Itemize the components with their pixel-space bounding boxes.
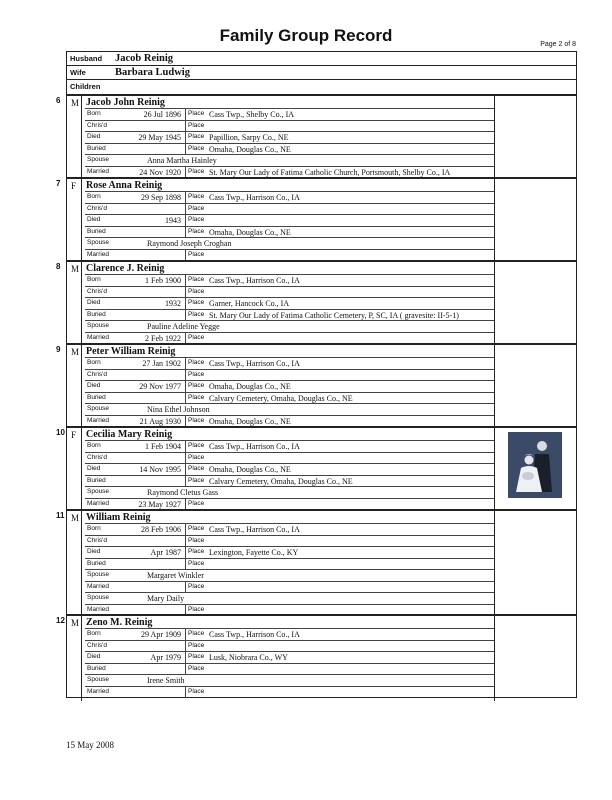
place-label: Place: [188, 664, 205, 672]
field-label: Born: [87, 359, 101, 366]
field-date: 14 Nov 1995: [139, 465, 181, 474]
sex-divider: [81, 428, 82, 511]
place-label: Place: [188, 216, 205, 223]
field-label: Married: [87, 499, 110, 507]
husband-name: Jacob Reinig: [115, 53, 174, 64]
spouse-name: Nina Ethel Johnson: [147, 405, 210, 414]
child-number: 8: [56, 262, 61, 271]
place-value: Lexington, Fayette Co., KY: [209, 548, 299, 557]
place-label: Place: [188, 630, 205, 637]
place-value: Cass Twp., Harrison Co., IA: [209, 359, 300, 368]
field-label: Buried: [87, 310, 106, 318]
child-name: Cecilia Mary Reinig: [86, 429, 173, 440]
field-date: Apr 1987: [150, 548, 181, 557]
place-label: Place: [188, 370, 205, 378]
field-label: Died: [87, 382, 101, 389]
field-label: Chris'd: [87, 453, 108, 461]
field-date: 28 Feb 1906: [141, 525, 181, 534]
child-name: Jacob John Reinig: [86, 97, 165, 108]
place-label: Place: [188, 416, 205, 424]
place-value: Calvary Cemetery, Omaha, Douglas Co., NE: [209, 393, 353, 403]
children-header-row: [67, 80, 576, 93]
field-label: Born: [87, 630, 101, 637]
field-label: Buried: [87, 144, 106, 152]
child-number: 12: [56, 616, 65, 625]
child-name: William Reinig: [86, 512, 151, 523]
child-number: 9: [56, 345, 61, 354]
place-value: Cass Twp., Harrison Co., IA: [209, 630, 300, 639]
place-value: Omaha, Douglas Co., NE: [209, 416, 291, 426]
field-label: Died: [87, 653, 101, 660]
field-row-married: [85, 686, 494, 699]
field-date: 29 Sep 1898: [141, 193, 181, 202]
place-value: Garner, Hancock Co., IA: [209, 299, 290, 308]
child-number: 10: [56, 428, 65, 437]
child-number: 7: [56, 179, 61, 188]
page-number: Page 2 of 8: [540, 41, 576, 48]
field-label: Spouse: [87, 405, 110, 412]
place-value: Cass Twp., Harrison Co., IA: [209, 442, 300, 451]
child-name: Clarence J. Reinig: [86, 263, 165, 274]
field-label: Married: [87, 687, 110, 695]
place-label: Place: [188, 582, 205, 590]
place-label: Place: [188, 121, 205, 129]
field-label: Buried: [87, 664, 106, 672]
field-label: Married: [87, 250, 110, 258]
field-label: Born: [87, 193, 101, 200]
place-label: Place: [188, 193, 205, 200]
spouse-name: Raymond Cletus Gass: [147, 488, 219, 497]
child-record: [56, 614, 576, 701]
child-name: Rose Anna Reinig: [86, 180, 163, 191]
field-label: Born: [87, 276, 101, 283]
sex-divider: [81, 616, 82, 701]
field-label: Married: [87, 333, 110, 341]
place-value: Cass Twp., Harrison Co., IA: [209, 193, 300, 202]
field-date: 1932: [165, 299, 181, 308]
place-label: Place: [188, 204, 205, 212]
spouse-name: Margaret Winkler: [147, 571, 204, 580]
field-label: Chris'd: [87, 536, 108, 544]
place-value: Omaha, Douglas Co., NE: [209, 144, 291, 154]
field-label: Married: [87, 582, 110, 590]
field-label: Spouse: [87, 156, 110, 163]
field-label: Died: [87, 299, 101, 306]
husband-label: Husband: [70, 54, 103, 63]
sex-divider: [81, 511, 82, 616]
place-label: Place: [188, 559, 205, 567]
photo-column: [494, 428, 495, 511]
field-date: 29 Apr 1909: [141, 630, 181, 639]
child-sex: M: [71, 98, 80, 108]
field-label: Spouse: [87, 488, 110, 495]
child-record: [56, 343, 576, 428]
place-label: Place: [188, 393, 205, 401]
child-record: [56, 177, 576, 262]
field-label: Born: [87, 525, 101, 532]
photo-column: [494, 616, 495, 701]
place-label: Place: [188, 359, 205, 366]
place-label: Place: [188, 110, 205, 117]
field-label: Died: [87, 216, 101, 223]
footer-date: 15 May 2008: [66, 740, 114, 750]
place-value: Omaha, Douglas Co., NE: [209, 465, 291, 474]
place-divider: [185, 687, 186, 699]
place-label: Place: [188, 333, 205, 341]
field-date: 1 Feb 1900: [145, 276, 181, 285]
spouse-name: Irene Smith: [147, 676, 185, 685]
spouse-name: Anna Martha Hainley: [147, 156, 217, 165]
field-date: 29 Nov 1977: [139, 382, 181, 391]
place-label: Place: [188, 276, 205, 283]
place-label: Place: [188, 525, 205, 532]
place-value: St. Mary Our Lady of Fatima Catholic Cemetery, P, SC, IA ( gravesite: II-5-1): [209, 310, 459, 320]
place-label: Place: [188, 227, 205, 235]
wedding-photo: [508, 432, 562, 498]
field-date: Apr 1979: [150, 653, 181, 662]
wife-name: Barbara Ludwig: [115, 67, 190, 78]
sex-divider: [81, 96, 82, 179]
child-number: 6: [56, 96, 61, 105]
field-label: Married: [87, 167, 110, 175]
field-label: Chris'd: [87, 370, 108, 378]
field-label: Died: [87, 465, 101, 472]
place-label: Place: [188, 133, 205, 140]
field-label: Born: [87, 110, 101, 117]
place-label: Place: [188, 641, 205, 649]
place-value: Lusk, Niobrara Co., WY: [209, 653, 288, 662]
field-label: Spouse: [87, 594, 110, 601]
child-name: Peter William Reinig: [86, 346, 176, 357]
field-label: Buried: [87, 393, 106, 401]
sex-divider: [81, 345, 82, 428]
place-label: Place: [188, 382, 205, 389]
form-title: Family Group Record: [219, 26, 393, 45]
field-label: Buried: [87, 559, 106, 567]
place-label: Place: [188, 442, 205, 449]
child-sex: F: [71, 430, 77, 440]
field-label: Died: [87, 548, 101, 555]
place-label: Place: [188, 499, 205, 507]
place-value: St. Mary Our Lady of Fatima Catholic Church, Portsmouth, Shelby Co., IA: [209, 167, 451, 177]
wife-row: [67, 66, 576, 80]
field-date: 23 May 1927: [138, 499, 181, 509]
place-label: Place: [188, 536, 205, 544]
field-date: 27 Jan 1902: [142, 359, 181, 368]
place-label: Place: [188, 548, 205, 555]
child-sex: M: [71, 513, 80, 523]
place-label: Place: [188, 653, 205, 660]
place-label: Place: [188, 453, 205, 461]
place-value: Omaha, Douglas Co., NE: [209, 382, 291, 391]
field-date: 26 Jul 1896: [143, 110, 181, 119]
field-date: 24 Nov 1920: [139, 167, 181, 177]
spouse-name: Pauline Adeline Yegge: [147, 322, 220, 331]
place-label: Place: [188, 687, 205, 695]
photo-column: [494, 179, 495, 262]
photo-column: [494, 511, 495, 616]
spouse-name: Raymond Joseph Croghan: [147, 239, 232, 248]
place-label: Place: [188, 299, 205, 306]
place-value: Calvary Cemetery, Omaha, Douglas Co., NE: [209, 476, 353, 486]
sex-divider: [81, 179, 82, 262]
field-label: Buried: [87, 476, 106, 484]
field-label: Buried: [87, 227, 106, 235]
family-record-table: [56, 51, 577, 698]
child-record: [56, 509, 576, 616]
field-label: Married: [87, 605, 110, 613]
field-date: 21 Aug 1930: [139, 416, 181, 426]
child-name: Zeno M. Reinig: [86, 617, 153, 628]
place-label: Place: [188, 310, 205, 318]
place-value: Cass Twp., Shelby Co., IA: [209, 110, 295, 119]
field-date: 2 Feb 1922: [145, 333, 181, 343]
field-label: Spouse: [87, 571, 110, 578]
field-label: Spouse: [87, 676, 110, 683]
wife-label: Wife: [70, 68, 86, 77]
photo-column: [494, 262, 495, 345]
place-label: Place: [188, 605, 205, 613]
place-label: Place: [188, 250, 205, 258]
place-label: Place: [188, 287, 205, 295]
field-label: Spouse: [87, 322, 110, 329]
child-record: [56, 426, 576, 511]
child-number: 11: [56, 511, 65, 520]
field-label: Spouse: [87, 239, 110, 246]
child-sex: M: [71, 264, 80, 274]
place-value: Omaha, Douglas Co., NE: [209, 227, 291, 237]
field-label: Chris'd: [87, 204, 108, 212]
place-value: Cass Twp., Harrison Co., IA: [209, 276, 300, 285]
child-sex: F: [71, 181, 77, 191]
field-label: Chris'd: [87, 641, 108, 649]
child-sex: M: [71, 618, 80, 628]
child-record: [56, 94, 576, 179]
husband-row: [67, 52, 576, 66]
spouse-name: Mary Daily: [147, 594, 185, 603]
place-label: Place: [188, 465, 205, 472]
field-label: Born: [87, 442, 101, 449]
photo-column: [494, 96, 495, 179]
place-label: Place: [188, 167, 205, 175]
child-record: [56, 260, 576, 345]
field-date: 1943: [165, 216, 181, 225]
place-value: Cass Twp., Harrison Co., IA: [209, 525, 300, 534]
field-label: Died: [87, 133, 101, 140]
field-label: Married: [87, 416, 110, 424]
field-label: Chris'd: [87, 287, 108, 295]
photo-column: [494, 345, 495, 428]
place-label: Place: [188, 144, 205, 152]
field-date: 1 Feb 1904: [145, 442, 181, 451]
wedding-photo-image: [508, 432, 562, 498]
children-label: Children: [70, 82, 101, 91]
field-label: Chris'd: [87, 121, 108, 129]
place-value: Papillion, Sarpy Co., NE: [209, 133, 289, 142]
sex-divider: [81, 262, 82, 345]
field-date: 29 May 1945: [138, 133, 181, 142]
child-sex: M: [71, 347, 80, 357]
place-label: Place: [188, 476, 205, 484]
